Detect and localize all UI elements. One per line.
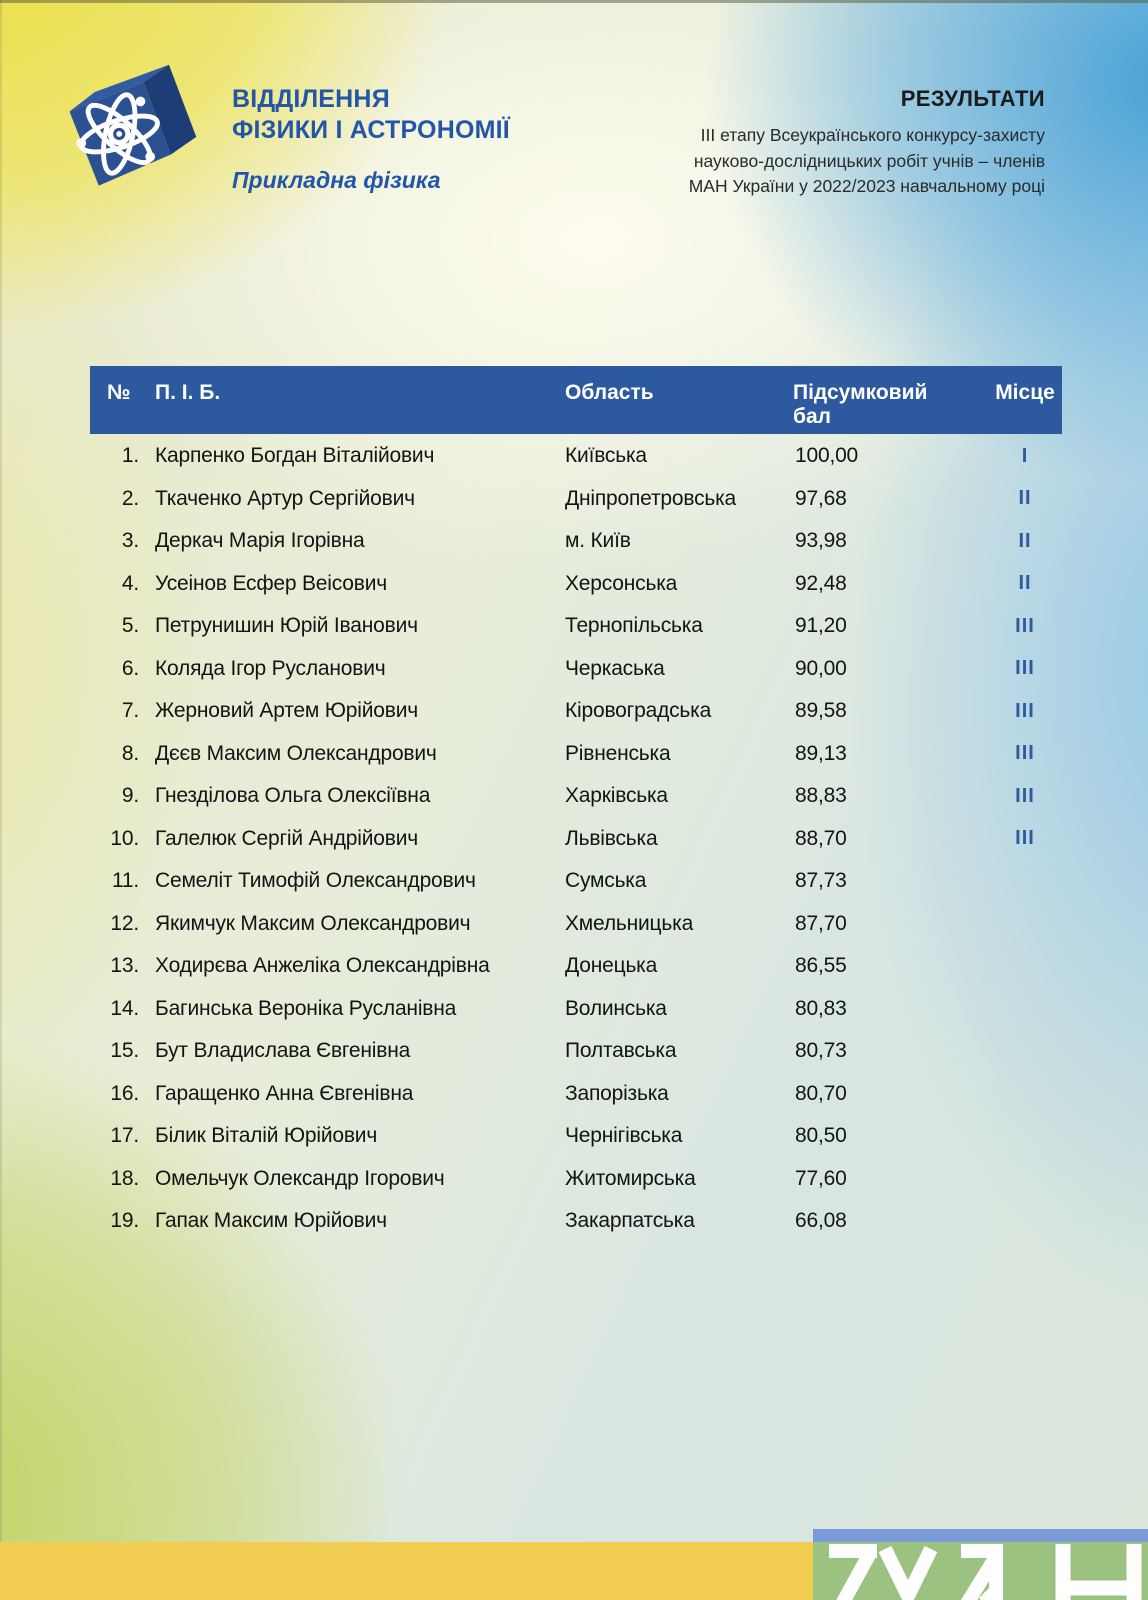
cell-name: Білик Віталій Юрійович <box>155 1124 378 1148</box>
cell-region: Кіровоградська <box>565 699 712 723</box>
cell-num: 8. <box>121 741 139 765</box>
cell-name: Багинська Вероніка Русланівна <box>155 996 457 1020</box>
cell-num: 15. <box>110 1039 139 1063</box>
cell-name: Омельчук Олександр Ігорович <box>155 1166 445 1190</box>
cell-place: III <box>1015 784 1035 807</box>
cell-num: 11. <box>111 869 139 893</box>
cell-region: Рівненська <box>565 741 671 765</box>
cell-score: 97,68 <box>795 486 847 510</box>
table-row <box>90 478 1062 521</box>
cell-num: 1. <box>121 444 139 468</box>
cell-region: м. Київ <box>565 529 631 553</box>
cell-region: Донецька <box>565 954 658 978</box>
cell-region: Черкаська <box>565 656 665 680</box>
cell-place: III <box>1015 742 1035 765</box>
cell-score: 100,00 <box>795 444 859 468</box>
cell-place: III <box>1015 614 1035 637</box>
column-header-score: Підсумковий бал <box>793 381 928 428</box>
cell-region: Полтавська <box>565 1039 677 1063</box>
cell-num: 16. <box>110 1081 139 1105</box>
cell-num: 12. <box>110 911 139 935</box>
cell-score: 87,73 <box>795 869 847 893</box>
cell-score: 86,55 <box>795 954 847 978</box>
cell-region: Херсонська <box>565 571 678 595</box>
cell-region: Закарпатська <box>565 1209 695 1233</box>
cell-score: 80,50 <box>795 1124 847 1148</box>
table-row <box>90 1158 1062 1201</box>
cell-name: Усеінов Есфер Веісович <box>155 571 387 595</box>
table-row <box>90 775 1062 818</box>
cell-score: 77,60 <box>795 1166 847 1190</box>
results-subtitle-line: науково-дослідницьких робіт учнів – членів <box>693 150 1045 171</box>
cell-region: Житомирська <box>565 1166 696 1190</box>
cell-score: 80,70 <box>795 1081 847 1105</box>
cell-score: 80,83 <box>795 996 847 1020</box>
table-row <box>90 520 1062 563</box>
table-row <box>90 945 1062 988</box>
results-subtitle-line: МАН України у 2022/2023 навчальному році <box>688 176 1045 196</box>
cell-name: Деркач Марія Ігорівна <box>155 529 365 553</box>
table-row <box>90 988 1062 1031</box>
cell-score: 89,13 <box>795 741 847 765</box>
cell-name: Коляда Ігор Русланович <box>155 656 386 680</box>
cell-name: Галелюк Сергій Андрійович <box>155 826 418 850</box>
column-header-region: Область <box>565 381 654 404</box>
cell-place: II <box>1018 529 1032 552</box>
cell-score: 90,00 <box>795 656 847 680</box>
table-row <box>90 1073 1062 1116</box>
table-row <box>90 1115 1062 1158</box>
cell-place: II <box>1018 572 1032 595</box>
cell-region: Дніпропетровська <box>565 486 737 510</box>
cell-num: 17. <box>110 1124 139 1148</box>
table-row <box>90 1200 1062 1243</box>
cell-num: 6. <box>121 656 139 680</box>
column-header-place: Місце <box>995 381 1055 404</box>
table-row <box>90 690 1062 733</box>
cell-name: Гаращенко Анна Євгенівна <box>155 1081 414 1105</box>
table-header <box>90 366 1062 434</box>
results-subtitle-line: ІІІ етапу Всеукраїнського конкурсу-захисту <box>700 125 1045 145</box>
cell-name: Карпенко Богдан Віталійович <box>155 444 435 468</box>
cell-name: Бут Владислава Євгенівна <box>155 1039 411 1063</box>
cell-name: Гнезділова Ольга Олексіївна <box>155 784 431 808</box>
cell-num: 5. <box>121 614 139 638</box>
cell-region: Тернопільська <box>565 614 703 638</box>
cell-region: Львівська <box>565 826 658 850</box>
table-row <box>90 1030 1062 1073</box>
cell-score: 66,08 <box>795 1209 847 1233</box>
column-header-name: П. І. Б. <box>155 381 221 404</box>
cell-region: Запорізька <box>565 1081 669 1105</box>
man-logo-blue-bar <box>813 1529 1148 1542</box>
cell-name: Петрунишин Юрій Іванович <box>155 614 418 638</box>
cell-num: 13. <box>110 954 139 978</box>
man-logo-green-field <box>813 1542 1148 1600</box>
cell-region: Харківська <box>565 784 668 808</box>
cell-name: Ходирєва Анжеліка Олександрівна <box>155 954 490 978</box>
cell-name: Семеліт Тимофій Олександрович <box>155 869 476 893</box>
cell-name: Дєєв Максим Олександрович <box>155 741 437 765</box>
cell-score: 88,83 <box>795 784 847 808</box>
table-body <box>90 434 1062 1243</box>
cell-name: Якимчук Максим Олександрович <box>155 911 471 935</box>
division-title-line2: ФІЗИКИ І АСТРОНОМІЇ <box>232 116 510 144</box>
cell-name: Ткаченко Артур Сергійович <box>155 486 415 510</box>
cell-score: 93,98 <box>795 529 847 553</box>
cell-score: 91,20 <box>795 614 847 638</box>
cell-num: 3. <box>121 529 139 553</box>
cell-place: III <box>1015 827 1035 850</box>
cell-score: 89,58 <box>795 699 847 723</box>
table-row <box>90 563 1062 606</box>
table-row <box>90 648 1062 691</box>
cell-name: Гапак Максим Юрійович <box>155 1209 387 1233</box>
division-title <box>232 84 510 146</box>
cell-score: 92,48 <box>795 571 847 595</box>
man-logo <box>813 1529 1148 1600</box>
section-subtitle: Прикладна фізика <box>232 167 441 193</box>
cell-region: Сумська <box>565 869 647 893</box>
cell-place: III <box>1015 657 1035 680</box>
cell-num: 14. <box>110 996 139 1020</box>
cell-name: Жерновий Артем Юрійович <box>155 699 418 723</box>
cell-region: Хмельницька <box>565 911 694 935</box>
cell-num: 7. <box>121 699 139 723</box>
cell-num: 2. <box>121 486 139 510</box>
table-row <box>90 860 1062 903</box>
cell-num: 9. <box>121 784 139 808</box>
cell-place: III <box>1015 699 1035 722</box>
table-row <box>90 733 1062 776</box>
footer-yellow-band <box>0 1542 813 1600</box>
table-row <box>90 818 1062 861</box>
table-row <box>90 605 1062 648</box>
division-title-line1: ВІДДІЛЕННЯ <box>232 85 390 113</box>
cell-num: 18. <box>110 1166 139 1190</box>
cell-score: 87,70 <box>795 911 847 935</box>
results-subtitle <box>689 123 1045 200</box>
results-title: РЕЗУЛЬТАТИ <box>900 86 1045 111</box>
cell-num: 4. <box>121 571 139 595</box>
results-heading <box>689 86 1045 200</box>
cell-num: 10. <box>110 826 139 850</box>
man-letters-icon <box>813 1542 1148 1600</box>
cell-score: 80,73 <box>795 1039 847 1063</box>
cell-region: Чернігівська <box>565 1124 683 1148</box>
table-row <box>90 435 1062 478</box>
column-header-num: № <box>107 381 131 404</box>
table-row <box>90 903 1062 946</box>
cell-region: Волинська <box>565 996 667 1020</box>
atom-cube-icon <box>50 58 206 208</box>
cell-score: 88,70 <box>795 826 847 850</box>
cell-place: I <box>1021 444 1029 467</box>
cell-place: II <box>1018 487 1032 510</box>
cell-num: 19. <box>110 1209 139 1233</box>
cell-region: Київська <box>565 444 647 468</box>
results-table <box>90 366 1062 1243</box>
